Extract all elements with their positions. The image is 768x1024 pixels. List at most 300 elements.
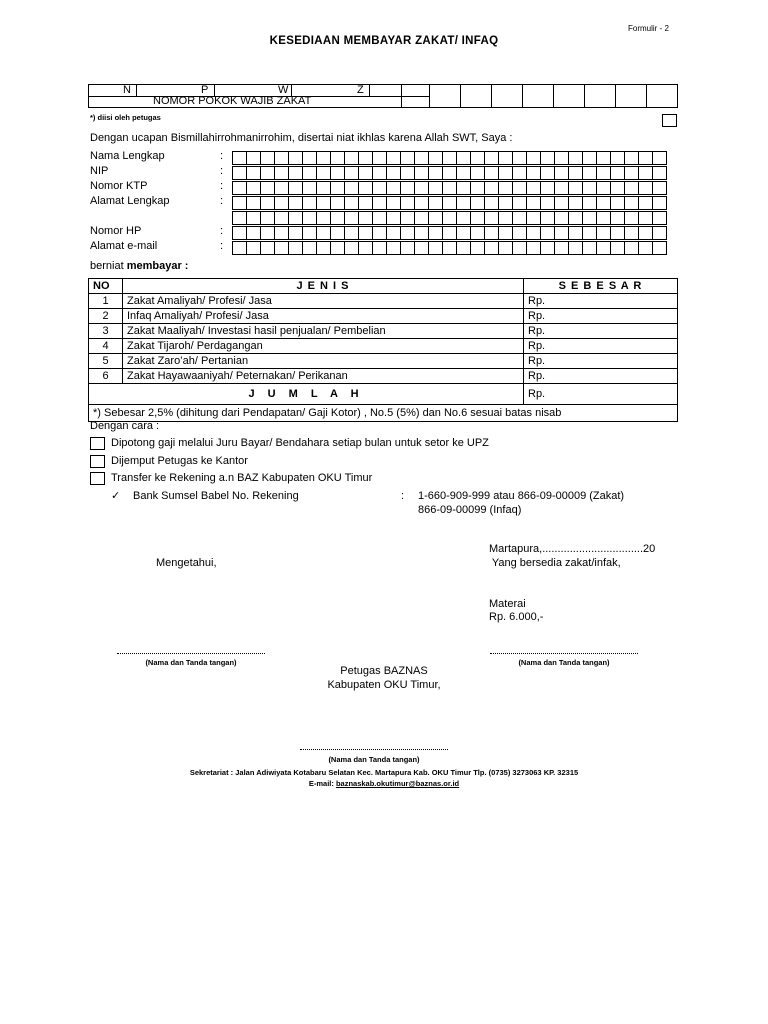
input-cell[interactable]: [541, 242, 555, 254]
input-cell[interactable]: [639, 197, 653, 209]
input-cell[interactable]: [387, 242, 401, 254]
input-cell[interactable]: [583, 227, 597, 239]
input-cell[interactable]: [247, 227, 261, 239]
input-cell[interactable]: [541, 227, 555, 239]
input-cell[interactable]: [261, 152, 275, 164]
table-row: [89, 369, 678, 384]
input-cell[interactable]: [499, 197, 513, 209]
input-cell[interactable]: [527, 167, 541, 179]
colon: :: [220, 225, 224, 237]
cara-option-3-checkbox[interactable]: [90, 472, 105, 485]
materai-label: Materai: [489, 598, 526, 610]
input-cell[interactable]: [583, 212, 597, 224]
input-cell[interactable]: [261, 197, 275, 209]
footer-email-link[interactable]: baznaskab.okutimur@baznas.or.id: [335, 779, 460, 788]
input-cell[interactable]: [597, 242, 611, 254]
input-cell[interactable]: [583, 152, 597, 164]
input-cell[interactable]: [429, 242, 443, 254]
input-cell[interactable]: [639, 167, 653, 179]
input-cell[interactable]: [275, 167, 289, 179]
input-cell[interactable]: [457, 227, 471, 239]
input-cell[interactable]: [261, 212, 275, 224]
row-no: 5: [89, 354, 123, 369]
input-cell[interactable]: [653, 152, 667, 164]
input-cell[interactable]: [499, 242, 513, 254]
input-cell[interactable]: [527, 197, 541, 209]
input-cell[interactable]: [541, 182, 555, 194]
input-cell[interactable]: [513, 242, 527, 254]
row-no: 4: [89, 339, 123, 354]
input-cell[interactable]: [303, 227, 317, 239]
input-cell[interactable]: [401, 167, 415, 179]
input-cell[interactable]: [555, 227, 569, 239]
input-cell[interactable]: [513, 197, 527, 209]
input-cell[interactable]: [317, 167, 331, 179]
input-cell[interactable]: [485, 212, 499, 224]
footer-sekretariat: Sekretariat : Jalan Adiwiyata Kotabaru Selatan Kec. Martapura Kab. OKU Timur Tlp. (0735) 3273063 KP. 32315: [189, 768, 579, 777]
input-cell[interactable]: [429, 182, 443, 194]
input-cell[interactable]: [317, 242, 331, 254]
input-cell[interactable]: [303, 197, 317, 209]
input-cell[interactable]: [611, 197, 625, 209]
input-cell[interactable]: [331, 212, 345, 224]
input-cell[interactable]: [317, 182, 331, 194]
table-row: [89, 324, 678, 339]
membayar-word: membayar :: [126, 260, 189, 272]
input-cell[interactable]: [345, 197, 359, 209]
input-cell[interactable]: [233, 212, 247, 224]
signature-caption-center: (Nama dan Tanda tangan): [328, 755, 420, 764]
checkmark-icon: ✓: [111, 490, 121, 502]
input-cell[interactable]: [233, 152, 247, 164]
input-cell[interactable]: [639, 182, 653, 194]
input-cell[interactable]: [331, 182, 345, 194]
rekening-zakat: 1-660-909-999 atau 866-09-00009 (Zakat): [418, 490, 625, 502]
page-title: KESEDIAAN MEMBAYAR ZAKAT/ INFAQ: [269, 35, 499, 47]
input-cell[interactable]: [401, 212, 415, 224]
colon: :: [220, 165, 224, 177]
jumlah-row: [89, 384, 678, 405]
npwz-letter-n: N: [123, 84, 131, 96]
input-cell[interactable]: [233, 197, 247, 209]
input-cell[interactable]: [471, 182, 485, 194]
input-cell[interactable]: [541, 167, 555, 179]
input-cell[interactable]: [569, 242, 583, 254]
row-jenis: Zakat Tijaroh/ Perdagangan: [123, 339, 524, 354]
form-number: Formulir - 2: [628, 24, 669, 33]
input-cell[interactable]: [569, 212, 583, 224]
input-cell[interactable]: [331, 167, 345, 179]
bank-label: Bank Sumsel Babel No. Rekening: [133, 490, 299, 502]
input-cell[interactable]: [373, 167, 387, 179]
input-cell[interactable]: [345, 167, 359, 179]
cara-option-1-checkbox[interactable]: [90, 437, 105, 450]
input-cell[interactable]: [261, 227, 275, 239]
row-no: 1: [89, 294, 123, 309]
input-cell[interactable]: [653, 212, 667, 224]
input-cell[interactable]: [499, 167, 513, 179]
input-cell[interactable]: [597, 227, 611, 239]
row-rp[interactable]: Rp.: [524, 309, 678, 324]
input-cell[interactable]: [303, 212, 317, 224]
input-cell[interactable]: [513, 167, 527, 179]
row-no: 3: [89, 324, 123, 339]
input-cell[interactable]: [443, 227, 457, 239]
label-email: Alamat e-mail: [90, 240, 158, 252]
npwz-letter-w: W: [278, 84, 289, 96]
row-no: 6: [89, 369, 123, 384]
petugas-note: *) diisi oleh petugas: [90, 113, 161, 122]
input-cell[interactable]: [569, 227, 583, 239]
input-cell[interactable]: [401, 152, 415, 164]
input-cell[interactable]: [471, 167, 485, 179]
colon: :: [220, 195, 224, 207]
input-cell[interactable]: [625, 197, 639, 209]
input-cell[interactable]: [233, 227, 247, 239]
signature-line-left: [117, 653, 265, 654]
input-cell[interactable]: [527, 152, 541, 164]
npwz-label: NOMOR POKOK WAJIB ZAKAT: [153, 95, 312, 107]
input-cell[interactable]: [387, 212, 401, 224]
input-cell[interactable]: [541, 212, 555, 224]
input-cell[interactable]: [611, 182, 625, 194]
input-cell[interactable]: [275, 152, 289, 164]
input-cell[interactable]: [387, 182, 401, 194]
input-cell[interactable]: [429, 167, 443, 179]
table-note: *) Sebesar 2,5% (dihitung dari Pendapatan/ Gaji Kotor) , No.5 (5%) dan No.6 sesuai batas nisab: [89, 405, 678, 422]
input-cell[interactable]: [289, 182, 303, 194]
input-cell[interactable]: [583, 182, 597, 194]
ktp-input-grid[interactable]: [232, 181, 667, 195]
input-cell[interactable]: [373, 197, 387, 209]
input-cell[interactable]: [401, 242, 415, 254]
input-cell[interactable]: [275, 242, 289, 254]
input-cell[interactable]: [569, 182, 583, 194]
input-cell[interactable]: [485, 182, 499, 194]
npwz-box: [88, 84, 678, 108]
input-cell[interactable]: [387, 197, 401, 209]
jumlah-label: J U M L A H: [89, 384, 524, 405]
input-cell[interactable]: [597, 197, 611, 209]
berniat-word: berniat: [90, 260, 127, 272]
row-jenis: Zakat Zaro’ah/ Pertanian: [123, 354, 524, 369]
cara-label: Dengan cara :: [90, 420, 160, 432]
input-cell[interactable]: [359, 197, 373, 209]
input-cell[interactable]: [233, 182, 247, 194]
input-cell[interactable]: [611, 242, 625, 254]
alamat-input-grid-2[interactable]: [232, 211, 667, 225]
input-cell[interactable]: [555, 242, 569, 254]
hp-input-grid[interactable]: [232, 226, 667, 240]
input-cell[interactable]: [457, 152, 471, 164]
input-cell[interactable]: [233, 167, 247, 179]
input-cell[interactable]: [303, 152, 317, 164]
input-cell[interactable]: [527, 242, 541, 254]
input-cell[interactable]: [373, 227, 387, 239]
signature-line-center: [300, 749, 448, 750]
input-cell[interactable]: [247, 167, 261, 179]
input-cell[interactable]: [359, 167, 373, 179]
input-cell[interactable]: [261, 167, 275, 179]
input-cell[interactable]: [373, 152, 387, 164]
input-cell[interactable]: [583, 197, 597, 209]
input-cell[interactable]: [471, 152, 485, 164]
row-jenis: Zakat Hayawaaniyah/ Peternakan/ Perikanan: [123, 369, 524, 384]
input-cell[interactable]: [499, 227, 513, 239]
input-cell[interactable]: [471, 227, 485, 239]
input-cell[interactable]: [639, 152, 653, 164]
input-cell[interactable]: [289, 242, 303, 254]
input-cell[interactable]: [541, 197, 555, 209]
label-nip: NIP: [90, 165, 109, 177]
input-cell[interactable]: [527, 227, 541, 239]
input-cell[interactable]: [429, 197, 443, 209]
input-cell[interactable]: [415, 197, 429, 209]
input-cell[interactable]: [275, 227, 289, 239]
input-cell[interactable]: [485, 242, 499, 254]
input-cell[interactable]: [555, 197, 569, 209]
input-cell[interactable]: [527, 182, 541, 194]
input-cell[interactable]: [289, 167, 303, 179]
input-cell[interactable]: [289, 197, 303, 209]
input-cell[interactable]: [639, 227, 653, 239]
input-cell[interactable]: [513, 182, 527, 194]
input-cell[interactable]: [555, 167, 569, 179]
input-cell[interactable]: [625, 182, 639, 194]
input-cell[interactable]: [583, 167, 597, 179]
input-cell[interactable]: [401, 197, 415, 209]
input-cell[interactable]: [345, 227, 359, 239]
cara-option-3-label: Transfer ke Rekening a.n BAZ Kabupaten OKU Timur: [111, 472, 373, 484]
header-sebesar: S E B E S A R: [524, 279, 678, 294]
input-cell[interactable]: [317, 197, 331, 209]
email-input-grid[interactable]: [232, 241, 667, 255]
note-row: [89, 405, 678, 422]
input-cell[interactable]: [653, 227, 667, 239]
input-cell[interactable]: [471, 242, 485, 254]
input-cell[interactable]: [653, 242, 667, 254]
input-cell[interactable]: [359, 182, 373, 194]
input-cell[interactable]: [597, 152, 611, 164]
input-cell[interactable]: [471, 197, 485, 209]
input-cell[interactable]: [317, 227, 331, 239]
table-row: [89, 294, 678, 309]
input-cell[interactable]: [457, 197, 471, 209]
petugas-checkbox[interactable]: [662, 114, 677, 127]
place-date: Martapura,.................................20: [489, 543, 656, 555]
npwz-letter-z: Z: [357, 84, 364, 96]
input-cell[interactable]: [247, 212, 261, 224]
input-cell[interactable]: [289, 212, 303, 224]
bank-colon: :: [401, 490, 405, 502]
input-cell[interactable]: [415, 212, 429, 224]
input-cell[interactable]: [513, 212, 527, 224]
input-cell[interactable]: [415, 182, 429, 194]
input-cell[interactable]: [499, 182, 513, 194]
input-cell[interactable]: [569, 152, 583, 164]
input-cell[interactable]: [653, 197, 667, 209]
input-cell[interactable]: [555, 212, 569, 224]
input-cell[interactable]: [527, 212, 541, 224]
table-header: [89, 279, 678, 294]
row-rp[interactable]: Rp.: [524, 369, 678, 384]
input-cell[interactable]: [639, 212, 653, 224]
input-cell[interactable]: [485, 152, 499, 164]
row-rp[interactable]: Rp.: [524, 354, 678, 369]
input-cell[interactable]: [513, 227, 527, 239]
input-cell[interactable]: [345, 212, 359, 224]
input-cell[interactable]: [443, 152, 457, 164]
input-cell[interactable]: [401, 182, 415, 194]
input-cell[interactable]: [429, 152, 443, 164]
input-cell[interactable]: [569, 167, 583, 179]
label-ktp: Nomor KTP: [90, 180, 148, 192]
input-cell[interactable]: [387, 152, 401, 164]
row-rp[interactable]: Rp.: [524, 339, 678, 354]
materai-value: Rp. 6.000,-: [489, 611, 544, 623]
row-rp[interactable]: Rp.: [524, 324, 678, 339]
berniat-text: [90, 260, 188, 272]
input-cell[interactable]: [625, 152, 639, 164]
input-cell[interactable]: [261, 242, 275, 254]
input-cell[interactable]: [359, 152, 373, 164]
input-cell[interactable]: [317, 152, 331, 164]
input-cell[interactable]: [499, 212, 513, 224]
input-cell[interactable]: [303, 182, 317, 194]
input-cell[interactable]: [387, 227, 401, 239]
input-cell[interactable]: [653, 182, 667, 194]
input-cell[interactable]: [443, 242, 457, 254]
input-cell[interactable]: [625, 227, 639, 239]
jumlah-rp[interactable]: Rp.: [524, 384, 678, 405]
input-cell[interactable]: [373, 212, 387, 224]
table-row: [89, 309, 678, 324]
row-rp[interactable]: Rp.: [524, 294, 678, 309]
input-cell[interactable]: [247, 242, 261, 254]
mengetahui-label: Mengetahui,: [156, 557, 217, 569]
input-cell[interactable]: [485, 167, 499, 179]
bersedia-label: Yang bersedia zakat/infak,: [489, 557, 621, 569]
row-jenis: Zakat Maaliyah/ Investasi hasil penjualan/ Pembelian: [123, 324, 524, 339]
input-cell[interactable]: [345, 152, 359, 164]
input-cell[interactable]: [387, 167, 401, 179]
input-cell[interactable]: [541, 152, 555, 164]
input-cell[interactable]: [611, 167, 625, 179]
input-cell[interactable]: [345, 242, 359, 254]
signature-caption-right: (Nama dan Tanda tangan): [518, 658, 610, 667]
input-cell[interactable]: [625, 242, 639, 254]
input-cell[interactable]: [457, 167, 471, 179]
input-cell[interactable]: [625, 167, 639, 179]
input-cell[interactable]: [457, 212, 471, 224]
input-cell[interactable]: [373, 182, 387, 194]
input-cell[interactable]: [611, 227, 625, 239]
input-cell[interactable]: [303, 242, 317, 254]
signature-caption-left: (Nama dan Tanda tangan): [145, 658, 237, 667]
rekening-infaq: 866-09-00099 (Infaq): [418, 504, 522, 516]
input-cell[interactable]: [485, 197, 499, 209]
input-cell[interactable]: [415, 152, 429, 164]
input-cell[interactable]: [415, 242, 429, 254]
zakat-table: [88, 278, 678, 422]
footer-email: [0, 779, 768, 788]
label-alamat: Alamat Lengkap: [90, 195, 170, 207]
input-cell[interactable]: [415, 227, 429, 239]
input-cell[interactable]: [569, 197, 583, 209]
table-row: [89, 339, 678, 354]
input-cell[interactable]: [303, 167, 317, 179]
input-cell[interactable]: [289, 152, 303, 164]
cara-option-2-checkbox[interactable]: [90, 455, 105, 468]
input-cell[interactable]: [443, 212, 457, 224]
input-cell[interactable]: [625, 212, 639, 224]
input-cell[interactable]: [261, 182, 275, 194]
input-cell[interactable]: [275, 182, 289, 194]
input-cell[interactable]: [443, 197, 457, 209]
alamat-input-grid-1[interactable]: [232, 196, 667, 210]
input-cell[interactable]: [555, 152, 569, 164]
input-cell[interactable]: [359, 212, 373, 224]
input-cell[interactable]: [331, 197, 345, 209]
input-cell[interactable]: [415, 167, 429, 179]
input-cell[interactable]: [443, 182, 457, 194]
input-cell[interactable]: [583, 242, 597, 254]
label-hp: Nomor HP: [90, 225, 142, 237]
signature-line-right: [490, 653, 638, 654]
input-cell[interactable]: [331, 227, 345, 239]
input-cell[interactable]: [233, 242, 247, 254]
input-cell[interactable]: [485, 227, 499, 239]
input-cell[interactable]: [317, 212, 331, 224]
input-cell[interactable]: [331, 242, 345, 254]
input-cell[interactable]: [611, 212, 625, 224]
input-cell[interactable]: [275, 197, 289, 209]
input-cell[interactable]: [359, 227, 373, 239]
nama-input-grid[interactable]: [232, 151, 667, 165]
input-cell[interactable]: [401, 227, 415, 239]
input-cell[interactable]: [359, 242, 373, 254]
input-cell[interactable]: [331, 152, 345, 164]
input-cell[interactable]: [639, 242, 653, 254]
input-cell[interactable]: [275, 212, 289, 224]
input-cell[interactable]: [443, 167, 457, 179]
input-cell[interactable]: [499, 152, 513, 164]
input-cell[interactable]: [373, 242, 387, 254]
row-no: 2: [89, 309, 123, 324]
input-cell[interactable]: [611, 152, 625, 164]
input-cell[interactable]: [247, 182, 261, 194]
input-cell[interactable]: [597, 182, 611, 194]
input-cell[interactable]: [513, 152, 527, 164]
input-cell[interactable]: [597, 167, 611, 179]
table-row: [89, 354, 678, 369]
input-cell[interactable]: [457, 242, 471, 254]
petugas-title: Petugas BAZNAS: [340, 665, 428, 677]
input-cell[interactable]: [597, 212, 611, 224]
input-cell[interactable]: [345, 182, 359, 194]
input-cell[interactable]: [555, 182, 569, 194]
header-no: NO: [89, 279, 123, 294]
input-cell[interactable]: [457, 182, 471, 194]
nip-input-grid[interactable]: [232, 166, 667, 180]
input-cell[interactable]: [429, 227, 443, 239]
input-cell[interactable]: [429, 212, 443, 224]
input-cell[interactable]: [653, 167, 667, 179]
input-cell[interactable]: [289, 227, 303, 239]
input-cell[interactable]: [471, 212, 485, 224]
input-cell[interactable]: [247, 197, 261, 209]
input-cell[interactable]: [247, 152, 261, 164]
